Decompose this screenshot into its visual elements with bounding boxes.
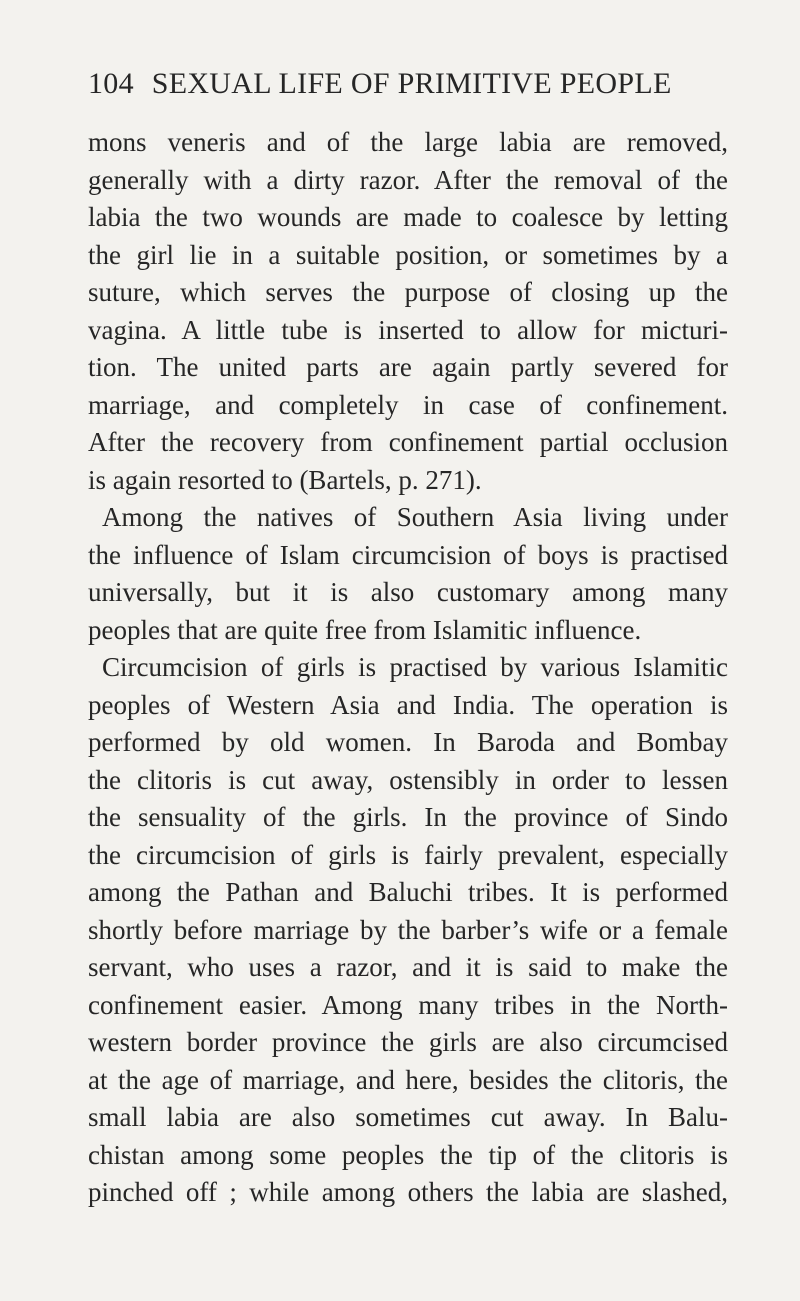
text-line: is again resorted to (Bartels, p. 271). <box>88 464 482 495</box>
running-title: SEXUAL LIFE OF PRIMITIVE PEOPLE <box>151 67 672 100</box>
body-text <box>88 124 728 1212</box>
running-header <box>88 64 728 104</box>
text-line: the clitoris is cut away, ostensibly in order to lessen <box>88 764 728 795</box>
text-line: suture, which serves the purpose of closing up the <box>88 277 728 307</box>
text-line: the influence of Islam circumcision of boys is practised <box>88 539 728 570</box>
text-line: Among the natives of Southern Asia living under <box>102 502 728 532</box>
text-line: peoples that are quite free from Islamitic influence. <box>88 614 642 645</box>
page-number: 104 <box>88 67 134 100</box>
text-line: western border province the girls are also circumcised <box>88 1027 728 1057</box>
text-line: Circumcision of girls is practised by various Islamitic <box>102 652 728 682</box>
text-line: vagina. A little tube is inserted to allow for micturi- <box>88 314 728 345</box>
text-line: chistan among some peoples the tip of the clitoris is <box>88 1139 728 1170</box>
text-line: the sensuality of the girls. In the province of Sindo <box>88 802 728 832</box>
text-line: peoples of Western Asia and India. The operation is <box>88 689 728 720</box>
text-line: the circumcision of girls is fairly prevalent, especially <box>88 839 728 870</box>
text-line: at the age of marriage, and here, besides the clitoris, the <box>88 1064 728 1095</box>
text-line: mons veneris and of the large labia are removed, <box>88 127 728 157</box>
text-line: universally, but it is also customary among many <box>88 577 728 607</box>
text-line: servant, who uses a razor, and it is said to make the <box>88 952 728 982</box>
text-line: performed by old women. In Baroda and Bombay <box>88 727 728 757</box>
text-line: pinched off ; while among others the labia are slashed, <box>88 1177 728 1207</box>
text-line: confinement easier. Among many tribes in the North- <box>88 989 728 1020</box>
text-line: among the Pathan and Baluchi tribes. It is performed <box>88 877 728 907</box>
text-line: labia the two wounds are made to coalesce by letting <box>88 202 728 232</box>
text-line: the girl lie in a suitable position, or sometimes by a <box>88 239 728 270</box>
text-line: marriage, and completely in case of confinement. <box>88 389 728 420</box>
text-line: After the recovery from confinement partial occlusion <box>88 427 728 457</box>
text-line: shortly before marriage by the barber’s wife or a female <box>88 914 728 945</box>
text-line: tion. The united parts are again partly severed for <box>88 352 728 382</box>
text-line: small labia are also sometimes cut away. In Balu- <box>88 1102 728 1132</box>
text-line: generally with a dirty razor. After the removal of the <box>88 164 728 195</box>
